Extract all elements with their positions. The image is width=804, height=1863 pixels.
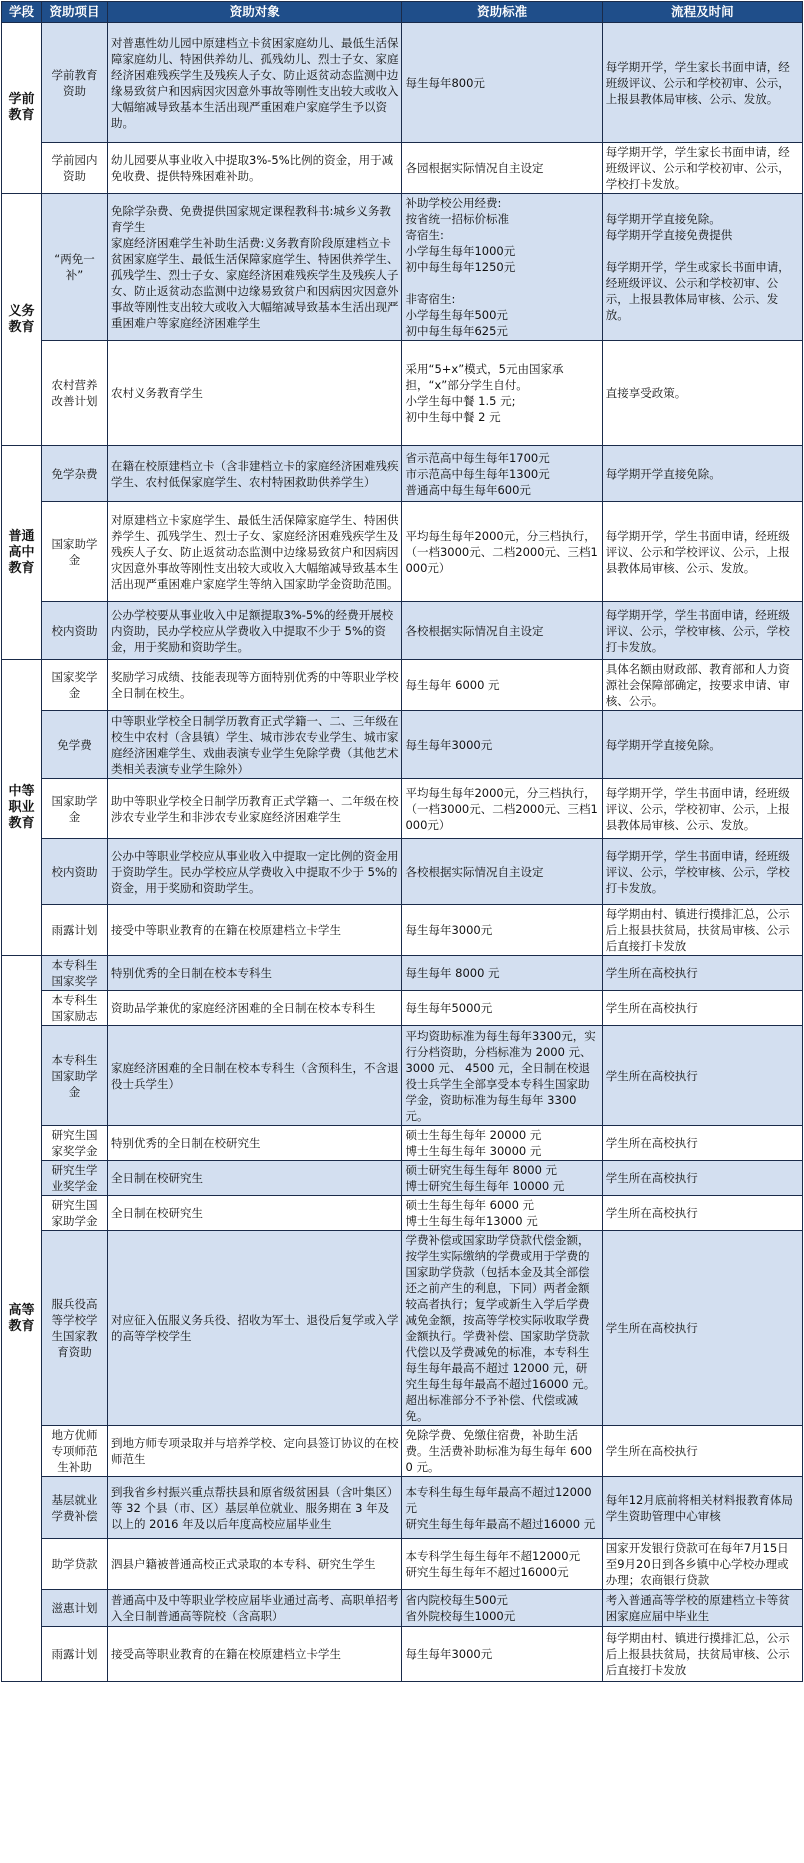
target-cell: 资助品学兼优的家庭经济困难的全日制在校本专科生 [108,991,402,1026]
target-cell: 助中等职业学校全日制学历教育正式学籍一、二年级在校涉农专业学生和非涉农专业家庭经济困难学生 [108,779,402,839]
table-row [2,1477,803,1539]
table-row [2,905,803,956]
standard-cell: 省内院校每生500元 省外院校每生1000元 [402,1590,602,1627]
project-cell: 研究生国 家助学金 [42,1196,108,1231]
header-target: 资助对象 [108,2,402,23]
process-cell: 学生所在高校执行 [602,956,802,991]
table-row [2,1426,803,1477]
process-cell: 学生所在高校执行 [602,1161,802,1196]
target-cell: 在籍在校原建档立卡（含非建档立卡的家庭经济困难残疾学生、农村低保家庭学生、农村特困救助供养学生） [108,446,402,502]
header-row [2,2,803,23]
standard-cell: 每生每年 6000 元 [402,660,602,711]
standard-cell: 各园根据实际情况自主设定 [402,143,602,194]
stage-cell: 中等 职业 教育 [2,660,42,956]
table-row [2,602,803,660]
table-row [2,143,803,194]
target-cell: 奖励学习成绩、技能表现等方面特别优秀的中等职业学校全日制在校生。 [108,660,402,711]
project-cell: 本专科生 国家助学 金 [42,1026,108,1126]
project-cell: 研究生国 家奖学金 [42,1126,108,1161]
table-row [2,1627,803,1682]
process-cell: 每学期开学直接免除。 [602,446,802,502]
standard-cell: 免除学费、免缴住宿费，补助生活费。生活费补助标准为每生每年 6000 元。 [402,1426,602,1477]
table-row [2,711,803,779]
table-row [2,341,803,446]
standard-cell: 每生每年5000元 [402,991,602,1026]
standard-cell: 省示范高中每生每年1700元 市示范高中每生每年1300元 普通高中每生每年600元 [402,446,602,502]
table-row [2,23,803,143]
standard-cell: 每生每年800元 [402,23,602,143]
target-cell: 对原建档立卡家庭学生、最低生活保障家庭学生、特困供养学生、孤残学生、烈士子女、家庭经济困难残疾学生及残疾人子女、防止返贫动态监测中边缘易致贫户和因病因灾因意外事故等刚性支出较大或收入大幅缩减导致基本生活出现严重困难户家庭学生等纳入国家助学金资助范围。 [108,502,402,602]
process-cell: 每学期开学，学生家长书面申请，经班级评议、公示和学校初审、公示，学校打卡发放。 [602,143,802,194]
project-cell: 校内资助 [42,839,108,905]
target-cell: 对普惠性幼儿园中原建档立卡贫困家庭幼儿、最低生活保障家庭幼儿、特困供养幼儿、孤残幼儿、烈士子女、家庭经济困难残疾学生及残疾人子女、防止返贫动态监测中边缘易致贫户和因病因灾因意外事故等刚性支出较大或收入大幅缩减导致基本生活出现严重困难户家庭学生予以资助。 [108,23,402,143]
project-cell: 学前教育 资助 [42,23,108,143]
process-cell: 考入普通高等学校的原建档立卡等贫困家庭应届中毕业生 [602,1590,802,1627]
standard-cell: 采用“5+x”模式，5元由国家承担，“x”部分学生自付。 小学生每中餐 1.5 元; 初中生每中餐 2 元 [402,341,602,446]
target-cell: 家庭经济困难的全日制在校本专科生（含预科生，不含退役士兵学生） [108,1026,402,1126]
standard-cell: 每生每年 8000 元 [402,956,602,991]
project-cell: 服兵役高 等学校学 生国家教 育资助 [42,1231,108,1426]
standard-cell: 硕士生每生每年 6000 元 博士生每生每年13000 元 [402,1196,602,1231]
standard-cell: 每生每年3000元 [402,1627,602,1682]
stage-cell: 普通 高中 教育 [2,446,42,660]
project-cell: 基层就业 学费补偿 [42,1477,108,1539]
standard-cell: 补助学校公用经费: 按省统一招标价标准 寄宿生: 小学每生每年1000元 初中每生每年1250元 非寄宿生: 小学每生每年500元 初中每生每年625元 [402,194,602,341]
target-cell: 公办学校要从事业收入中足额提取3%-5%的经费开展校内资助，民办学校应从学费收入中提取不少于 5%的资金，用于奖励和资助学生。 [108,602,402,660]
process-cell: 具体名额由财政部、教育部和人力资源社会保障部确定，按要求申请、审核、公示。 [602,660,802,711]
process-cell: 学生所在高校执行 [602,1196,802,1231]
process-cell: 每学期开学，学生家长书面申请，经班级评议、公示和学校初审、公示，上报县教体局审核、公示、发放。 [602,23,802,143]
target-cell: 特别优秀的全日制在校研究生 [108,1126,402,1161]
header-standard: 资助标准 [402,2,602,23]
target-cell: 中等职业学校全日制学历教育正式学籍一、二、三年级在校生中农村（含县镇）学生、城市涉农专业学生、城市家庭经济困难学生、戏曲表演专业学生免除学费（其他艺术类相关表演专业学生除外） [108,711,402,779]
process-cell: 学生所在高校执行 [602,991,802,1026]
target-cell: 免除学杂费、免费提供国家规定课程教科书:城乡义务教育学生 家庭经济困难学生补助生活费:义务教育阶段原建档立卡贫困家庭学生、最低生活保障家庭学生、特困供养学生、孤残学生、烈士子女、家庭经济困难残疾学生及残疾人子女、防止返贫动态监测中边缘易致贫户和因病因灾因意外事故等刚性支出较大或收入大幅缩减导致基本生活出现严重困难户等家庭经济困难学生 [108,194,402,341]
target-cell: 泗县户籍被普通高校正式录取的本专科、研究生学生 [108,1539,402,1590]
process-cell: 每学期由村、镇进行摸排汇总，公示后上报县扶贫局，扶贫局审核、公示后直接打卡发放 [602,1627,802,1682]
header-process: 流程及时间 [602,2,802,23]
process-cell: 学生所在高校执行 [602,1126,802,1161]
project-cell: 免学杂费 [42,446,108,502]
header-stage: 学段 [2,2,42,23]
project-cell: 雨露计划 [42,1627,108,1682]
standard-cell: 每生每年3000元 [402,905,602,956]
project-cell: 国家助学 金 [42,502,108,602]
table-row [2,956,803,991]
process-cell: 每学期由村、镇进行摸排汇总，公示后上报县扶贫局，扶贫局审核、公示后直接打卡发放 [602,905,802,956]
standard-cell: 本专科生每生每年最高不超过12000 元 研究生每生每年最高不超过16000 元 [402,1477,602,1539]
process-cell: 每学期开学，学生书面申请，经班级评议、公示和学校评议、公示，上报县教体局审核、公示、发放。 [602,502,802,602]
project-cell: 农村营养 改善计划 [42,341,108,446]
target-cell: 全日制在校研究生 [108,1196,402,1231]
table-row [2,502,803,602]
project-cell: 助学贷款 [42,1539,108,1590]
project-cell: “两免一 补” [42,194,108,341]
process-cell: 每年12月底前将相关材料报教育体局学生资助管理中心审核 [602,1477,802,1539]
process-cell: 每学期开学直接免除。 [602,711,802,779]
target-cell: 幼儿园要从事业收入中提取3%-5%比例的资金，用于减免收费、提供特殊困难补助。 [108,143,402,194]
stage-cell: 义务 教育 [2,194,42,446]
stage-cell: 高等 教育 [2,956,42,1682]
process-cell: 学生所在高校执行 [602,1231,802,1426]
process-cell: 直接享受政策。 [602,341,802,446]
standard-cell: 各校根据实际情况自主设定 [402,602,602,660]
project-cell: 本专科生 国家奖学 [42,956,108,991]
target-cell: 公办中等职业学校应从事业收入中提取一定比例的资金用于资助学生。民办学校应从学费收入中提取不少于 5%的资金，用于奖励和资助学生。 [108,839,402,905]
process-cell: 每学期开学直接免除。 每学期开学直接免费提供 每学期开学，学生或家长书面申请，经班级评议、公示和学校初审、公示，上报县教体局审核、公示、发放。 [602,194,802,341]
project-cell: 地方优师 专项师范 生补助 [42,1426,108,1477]
table-row [2,779,803,839]
table-row [2,1196,803,1231]
standard-cell: 学费补偿或国家助学贷款代偿金额，按学生实际缴纳的学费或用于学费的国家助学贷款（包括本金及其全部偿还之前产生的利息，下同）两者金额较高者执行；复学或新生入学后学费减免金额，按高等学校实际收取学费金额执行。学费补偿、国家助学贷款代偿以及学费减免的标准，本专科生每生每年最高不超过 12000 元，研究生每生每年最高不超过16000 元。超出标准部分不予补偿、代偿或减免。 [402,1231,602,1426]
standard-cell: 硕士研究生每生每年 8000 元 博士研究生每生每年 10000 元 [402,1161,602,1196]
standard-cell: 本专科学生每生每年不超12000元 研究生每生每年不超过16000元 [402,1539,602,1590]
table-row [2,991,803,1026]
project-cell: 国家奖学 金 [42,660,108,711]
stage-cell: 学前 教育 [2,23,42,194]
table-row [2,1026,803,1126]
target-cell: 到地方师专项录取并与培养学校、定向县签订协议的在校师范生 [108,1426,402,1477]
project-cell: 校内资助 [42,602,108,660]
target-cell: 接受中等职业教育的在籍在校原建档立卡学生 [108,905,402,956]
process-cell: 学生所在高校执行 [602,1026,802,1126]
target-cell: 普通高中及中等职业学校应届毕业通过高考、高职单招考入全日制普通高等院校（含高职） [108,1590,402,1627]
target-cell: 接受高等职业教育的在籍在校原建档立卡学生 [108,1627,402,1682]
table-row [2,446,803,502]
table-row [2,660,803,711]
process-cell: 学生所在高校执行 [602,1426,802,1477]
table-row [2,1126,803,1161]
table-row [2,1161,803,1196]
project-cell: 研究生学 业奖学金 [42,1161,108,1196]
table-row [2,1539,803,1590]
project-cell: 学前园内 资助 [42,143,108,194]
process-cell: 每学期开学，学生书面申请，经班级评议、公示，学校审核、公示，学校打卡发放。 [602,839,802,905]
standard-cell: 平均每生每年2000元，分三档执行，（一档3000元、二档2000元、三档1000元） [402,502,602,602]
standard-cell: 每生每年3000元 [402,711,602,779]
process-cell: 每学期开学，学生书面申请，经班级评议、公示，学校初审、公示，上报县教体局审核、公示、发放。 [602,779,802,839]
aid-policy-table [1,1,803,1682]
standard-cell: 平均每生每年2000元，分三档执行，（一档3000元、二档2000元、三档1000元） [402,779,602,839]
table-row [2,1590,803,1627]
process-cell: 国家开发银行贷款可在每年7月15日至9月20日到各乡镇中心学校办理或办理；农商银行贷款 [602,1539,802,1590]
table-row [2,1231,803,1426]
target-cell: 特别优秀的全日制在校本专科生 [108,956,402,991]
table-row [2,194,803,341]
project-cell: 本专科生 国家励志 [42,991,108,1026]
project-cell: 雨露计划 [42,905,108,956]
target-cell: 到我省乡村振兴重点帮扶县和原省级贫困县（含叶集区）等 32 个县（市、区）基层单位就业、服务期在 3 年及以上的 2016 年及以后年度高校应届毕业生 [108,1477,402,1539]
table-row [2,839,803,905]
target-cell: 全日制在校研究生 [108,1161,402,1196]
table-body [2,23,803,1682]
project-cell: 免学费 [42,711,108,779]
standard-cell: 硕士生每生每年 20000 元 博士生每生每年 30000 元 [402,1126,602,1161]
standard-cell: 各校根据实际情况自主设定 [402,839,602,905]
standard-cell: 平均资助标准为每生每年3300元，实行分档资助，分档标准为 2000 元、 3000 元、 4500 元，全日制在校退役士兵学生全部享受本专科生国家助学金，资助标准为每生每年 3300元。 [402,1026,602,1126]
header-project: 资助项目 [42,2,108,23]
project-cell: 国家助学 金 [42,779,108,839]
target-cell: 农村义务教育学生 [108,341,402,446]
target-cell: 对应征入伍服义务兵役、招收为军士、退役后复学或入学的高等学校学生 [108,1231,402,1426]
process-cell: 每学期开学，学生书面申请，经班级评议、公示，学校审核、公示，学校打卡发放。 [602,602,802,660]
project-cell: 滋惠计划 [42,1590,108,1627]
